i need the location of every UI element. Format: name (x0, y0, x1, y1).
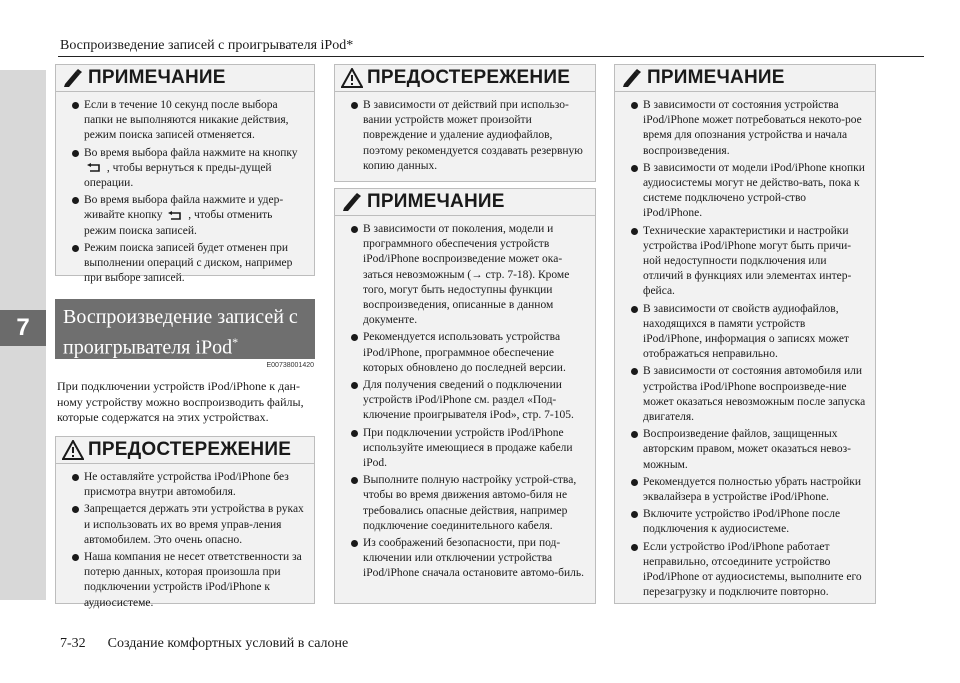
list-item: В зависимости от состояния автомобиля или устройства iPod/iPhone воспроизведе-ние может оказаться невозможным после запуска двигателя. (631, 364, 867, 425)
caution-box-header (56, 437, 314, 464)
section-title-asterisk: * (232, 335, 239, 349)
note-box-1 (55, 64, 315, 285)
list-item: В зависимости от модели iPod/iPhone кнопки аудиосистемы могут не действо-вать, пока к системе подключено устрой-ство iPod/iPhone. (631, 161, 867, 222)
warning-triangle-icon (341, 68, 363, 88)
note-box-header (335, 189, 595, 216)
list-item: Для получения сведений о подключении устройств iPod/iPhone см. раздел «Под-ключение проигрывателя iPod», стр. 7-105. (351, 378, 587, 424)
caution-box-1 (55, 436, 315, 609)
list-item: Запрещается держать эти устройства в руках и использовать их во время управ-ления автомобилем. Это очень опасно. (72, 502, 306, 548)
header-divider (58, 56, 924, 57)
list-item-text: Во время выбора файла нажмите на кнопку (84, 146, 298, 159)
chapter-side-tab (0, 70, 46, 600)
note-label: ПРИМЕЧАНИЕ (647, 67, 785, 88)
list-item: Из соображений безопасности, при под-ключении или отключении устройства iPod/iPhone сначала остановите автомо-биль. (351, 536, 587, 582)
list-item: В зависимости от состояния устройства iPod/iPhone может потребоваться некото-рое время для опознания устройства и начала воспроизведения. (631, 98, 867, 159)
pencil-note-icon (341, 192, 363, 212)
caution-label: ПРЕДОСТЕРЕЖЕНИЕ (367, 67, 571, 88)
pencil-note-icon (621, 68, 643, 88)
list-item: Выполните полную настройку устрой-ства, чтобы во время движения автомо-биля не требовались опасные действия, например подключение соединительного кабеля. (351, 473, 587, 534)
list-item: Если в течение 10 секунд после выбора папки не выполняются никакие действия, режим поиска записей отменяется. (72, 98, 306, 144)
page-header-title: Воспроизведение записей с проигрывателя iPod* (60, 38, 354, 53)
note-box-2 (334, 188, 596, 604)
warning-triangle-icon (62, 440, 84, 460)
list-item (72, 146, 306, 192)
note-label: ПРИМЕЧАНИЕ (88, 67, 226, 88)
note-box-header (615, 65, 875, 92)
list-item: Рекомендуется использовать устройства iPod/iPhone, программное обеспечение которых обновлено до последней версии. (351, 330, 587, 376)
list-item: Включите устройство iPod/iPhone после подключения к аудиосистеме. (631, 507, 867, 537)
list-item: В зависимости от действий при использо-вании устройств может произойти повреждение и удаление аудиофайлов, поэтому рекомендуется создавать резервную копию данных. (351, 98, 587, 174)
caution-box-header (335, 65, 595, 92)
list-item: Не оставляйте устройства iPod/iPhone без присмотра внутри автомобиля. (72, 470, 306, 500)
list-item: В зависимости от свойств аудиофайлов, находящихся в памяти устройств iPod/iPhone, информация о записях может отображаться неправильно. (631, 302, 867, 363)
list-item: Рекомендуется полностью убрать настройки эквалайзера в устройстве iPod/iPhone. (631, 475, 867, 505)
section-heading (55, 299, 315, 359)
section-title: Воспроизведение записей с проигрывателя iPod (63, 306, 298, 359)
list-item: Технические характеристики и настройки устройства iPod/iPhone могут быть причи-ной недоступности подключения или отличий в функциях или элементах интер-фейса. (631, 224, 867, 300)
section-code: E00738001420 (266, 362, 314, 369)
list-item: В зависимости от поколения, модели и программного обеспечения устройств iPod/iPhone воспроизведение может ока-заться невозможным (→ стр. 7-18). Кроме того, могут быть недоступны функции воспроизведения, описанные в данном документе. (351, 222, 587, 328)
caution-box-2 (334, 64, 596, 182)
list-item: При подключении устройств iPod/iPhone используйте имеющиеся в продаже кабели iPod. (351, 426, 587, 472)
chapter-number: 7 (0, 310, 46, 346)
list-item-text: , чтобы вернуться к преды-дущей операции. (84, 161, 272, 190)
list-item: Если устройство iPod/iPhone работает неправильно, отсоедините устройство iPod/iPhone от аудиосистемы, выполните его перезагрузку и подключите повторно. (631, 540, 867, 601)
list-item-text: , чтобы отменить режим поиска записей. (84, 209, 273, 237)
list-item: Воспроизведение файлов, защищенных авторским правом, может оказаться невоз-можным. (631, 427, 867, 473)
note-box-3 (614, 64, 876, 604)
note-label: ПРИМЕЧАНИЕ (367, 191, 505, 212)
list-item (72, 193, 306, 239)
caution-label: ПРЕДОСТЕРЕЖЕНИЕ (88, 439, 292, 460)
footer-section-title: Создание комфортных условий в салоне (107, 636, 349, 651)
return-arrow-icon (167, 211, 183, 221)
pencil-note-icon (62, 68, 84, 88)
page-number: 7-32 (60, 636, 86, 651)
intro-paragraph: При подключении устройств iPod/iPhone к дан-ному устройству можно воспроизводить файлы, которые содержатся на этих устройствах. (57, 379, 304, 424)
list-item: Режим поиска записей будет отменен при выполнении операций с диском, например при выборе записей. (72, 241, 306, 287)
return-arrow-icon (86, 163, 102, 173)
page-footer (60, 636, 348, 652)
list-item-text: Во время выбора файла нажмите и удер-живайте кнопку (84, 194, 284, 222)
note-box-header (56, 65, 314, 92)
list-item: Наша компания не несет ответственности за потерю данных, которая произошла при подключении устройств iPod/iPhone к аудиосистеме. (72, 550, 306, 611)
